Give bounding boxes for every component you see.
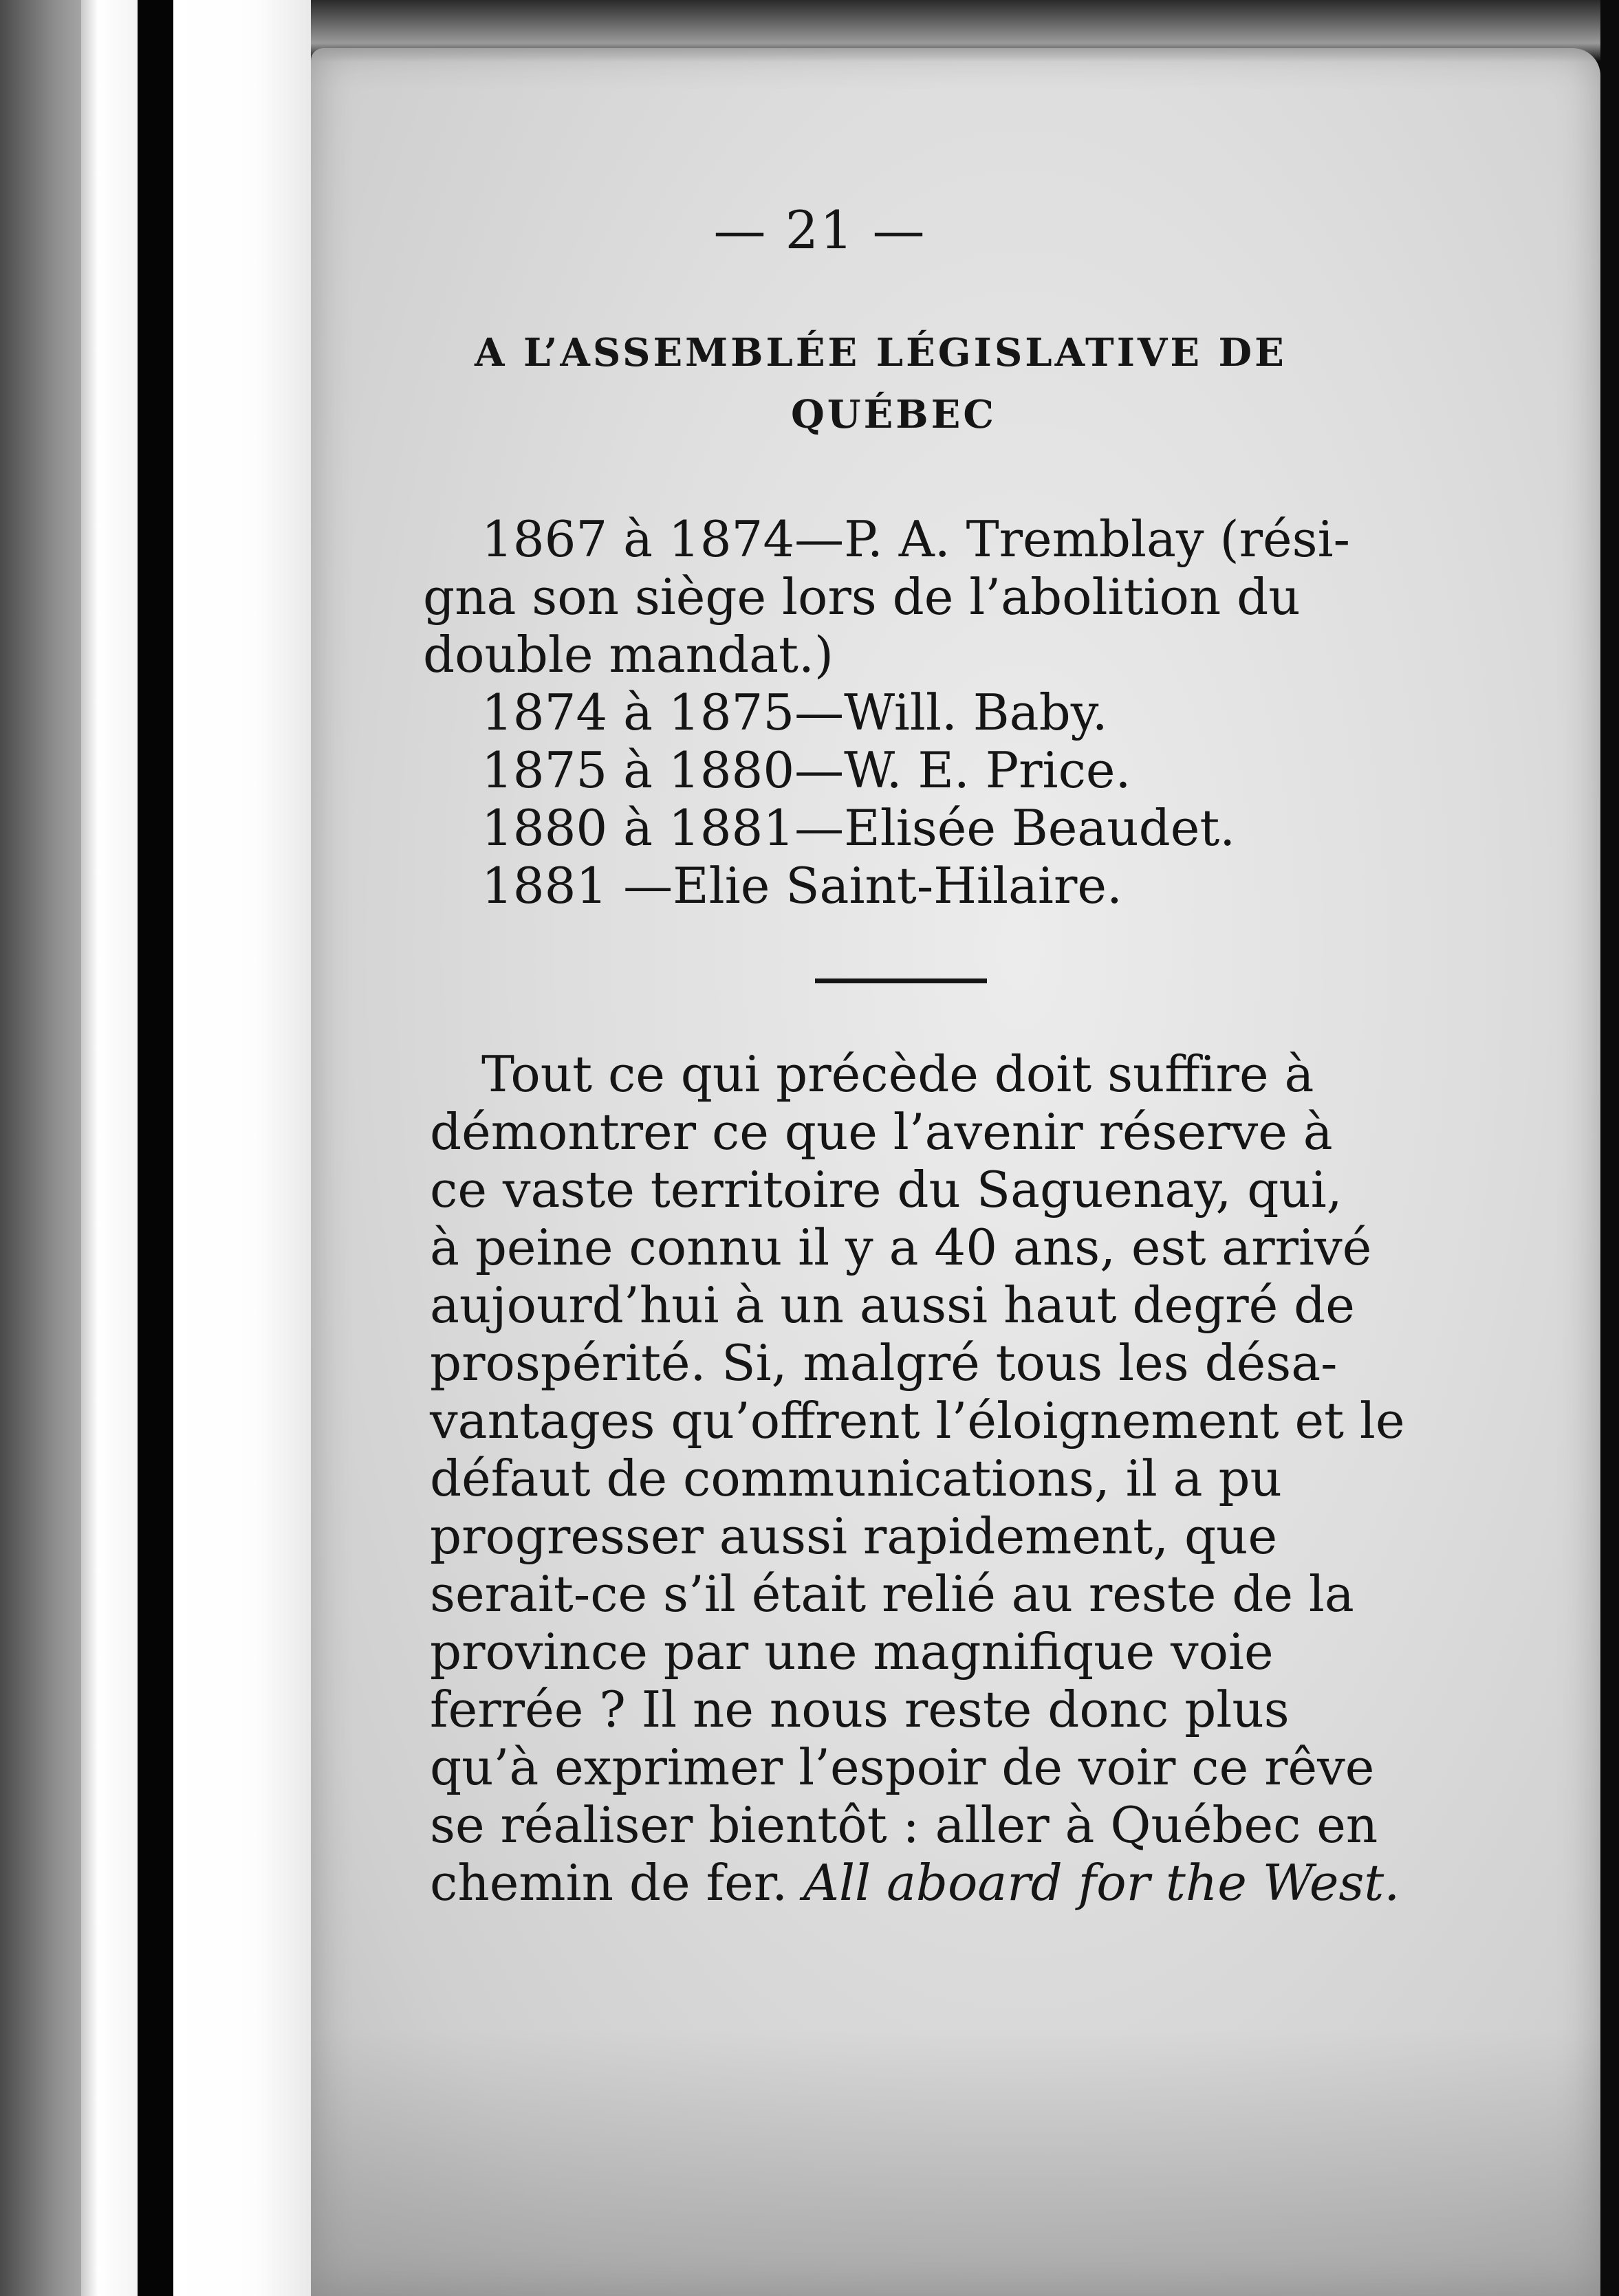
paragraph-line: Tout ce qui précède doit suffire à <box>481 1045 1314 1103</box>
gutter-highlight <box>81 0 138 2296</box>
paragraph-last-line <box>430 1854 1400 1912</box>
paragraph-line: défaut de communications, il a pu <box>430 1450 1282 1507</box>
binding-shadow <box>138 0 173 2296</box>
paragraph-line: prospérité. Si, malgré tous les désa- <box>430 1334 1338 1392</box>
page-bottom-shade <box>311 2029 1600 2296</box>
representative-line: 1874 à 1875—Will. Baby. <box>481 684 1108 741</box>
representative-line: 1880 à 1881—Elisée Beaudet. <box>481 799 1236 857</box>
section-heading-line-1: A L’ASSEMBLÉE LÉGISLATIVE DE <box>475 330 1287 375</box>
paragraph-line: se réaliser bientôt : aller à Québec en <box>430 1796 1378 1854</box>
paragraph-line: province par une magnifique voie <box>430 1623 1274 1681</box>
paragraph-line: à peine connu il y a 40 ans, est arrivé <box>430 1218 1372 1276</box>
paragraph-line: serait-ce s’il était relié au reste de la <box>430 1565 1354 1623</box>
section-heading-line-2: QUÉBEC <box>791 392 997 437</box>
paragraph-last-line-plain: chemin de fer. <box>430 1854 803 1912</box>
paragraph-line: aujourd’hui à un aussi haut degré de <box>430 1276 1355 1334</box>
section-separator <box>815 978 987 983</box>
paragraph-line: démontrer ce que l’avenir réserve à <box>430 1103 1333 1161</box>
paragraph-line: ce vaste territoire du Saguenay, qui, <box>430 1161 1343 1218</box>
page-top-shadow <box>311 0 1600 62</box>
representative-line: gna son siège lors de l’abolition du <box>423 568 1301 626</box>
paragraph-line: progresser aussi rapidement, que <box>430 1507 1278 1565</box>
representative-line: 1881 —Elie Saint-Hilaire. <box>481 857 1122 915</box>
representative-line: 1867 à 1874—P. A. Tremblay (rési- <box>481 510 1350 568</box>
closing-motto: All aboard for the West. <box>803 1854 1400 1912</box>
paragraph-line: qu’à exprimer l’espoir de voir ce rêve <box>430 1738 1375 1796</box>
page-number: — 21 — <box>713 199 926 261</box>
representative-line: double mandat.) <box>423 626 834 684</box>
gutter-margin <box>173 0 311 2296</box>
paragraph-line: vantages qu’offrent l’éloignement et le <box>430 1392 1405 1450</box>
paragraph-line: ferrée ? Il ne nous reste donc plus <box>430 1681 1290 1738</box>
representative-line: 1875 à 1880—W. E. Price. <box>481 741 1131 799</box>
